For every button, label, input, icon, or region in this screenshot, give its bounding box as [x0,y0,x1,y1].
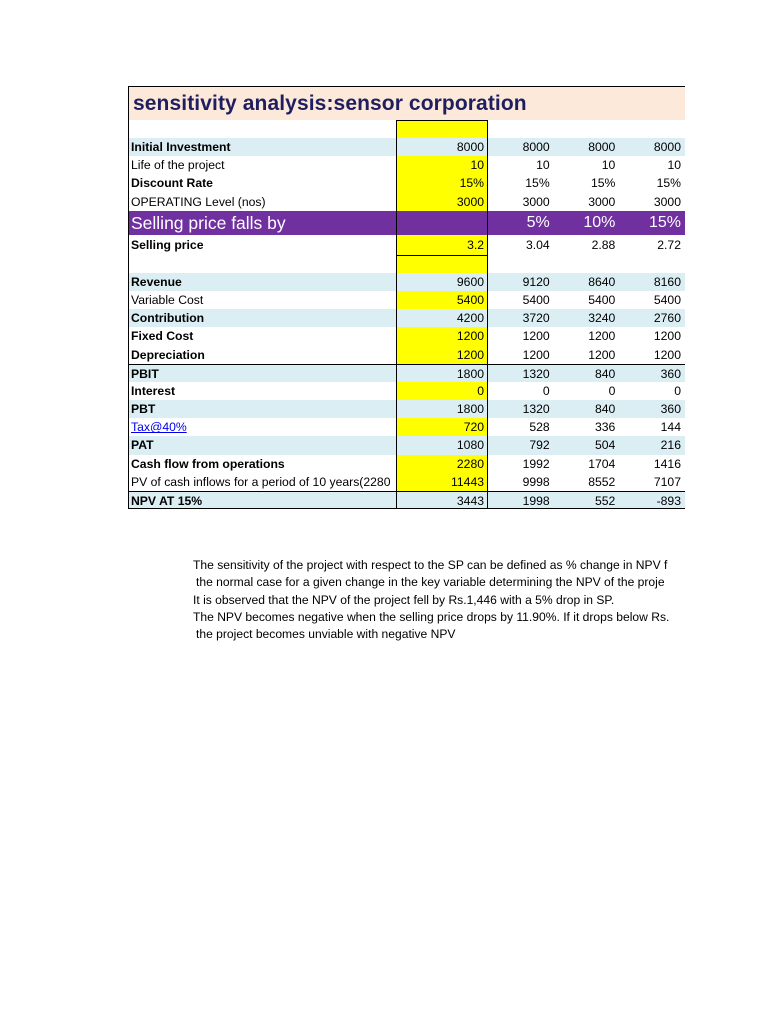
row-label[interactable]: NPV AT 15% [131,494,203,508]
base-cell[interactable]: 2280 [396,455,489,473]
scenario-cell-5[interactable]: 1200 [522,329,550,344]
scenario-cell-10[interactable]: 336 [595,420,616,435]
row-label[interactable]: Discount Rate [131,176,213,191]
scenario-cell-5[interactable]: 10 [536,158,550,173]
scenario-cell-10[interactable]: 1200 [588,329,616,344]
scenario-cell-5[interactable]: 3720 [522,311,550,326]
row-label[interactable]: PBIT [131,366,159,381]
scenario-cell-10[interactable]: 2.88 [591,237,616,252]
scenario-cell-5[interactable]: 0 [542,383,550,398]
scenario-cell-5[interactable]: 1320 [522,366,550,381]
analysis-notes [193,557,688,643]
table-row [128,309,685,327]
base-cell[interactable]: 10 [396,156,489,174]
table-row [128,235,685,255]
scenario-cell-10[interactable]: 840 [595,366,616,381]
row-label[interactable]: Selling price [131,237,204,252]
table-row [128,382,685,400]
scenario-cell-15[interactable]: 8160 [653,274,681,289]
row-label[interactable]: Initial Investment [131,140,231,154]
scenario-cell-10[interactable]: 3000 [588,194,616,209]
scenario-cell-15[interactable]: 5400 [653,292,681,307]
scenario-header-10[interactable]: 10% [583,213,616,231]
row-label[interactable]: OPERATING Level (nos) [131,194,266,209]
base-cell[interactable]: 720 [396,418,489,436]
scenario-cell-10[interactable]: 5400 [588,292,616,307]
note-line: It is observed that the NPV of the project fell by Rs.1,446 with a 5% drop in SP. [193,592,615,607]
blank-row [128,255,685,273]
base-cell[interactable]: 11443 [396,473,489,491]
scenario-header-5[interactable]: 5% [526,213,550,231]
scenario-cell-15[interactable]: 2760 [653,311,681,326]
row-label[interactable] [129,418,396,436]
note-line: the normal case for a given change in the key variable determining the NPV of the proje [196,575,665,590]
scenario-cell-10[interactable]: 10 [601,158,616,173]
scenario-cell-10[interactable]: 0 [608,383,616,398]
table-row [128,138,685,156]
scenario-header-15[interactable]: 15% [648,213,681,231]
table-row [128,174,685,192]
base-cell[interactable]: 3.2 [396,235,489,255]
row-label[interactable]: Revenue [131,274,182,289]
scenario-cell-10[interactable]: 8640 [588,274,616,289]
scenario-header-label[interactable]: Selling price falls by [131,212,286,233]
table-row [128,273,685,291]
base-cell[interactable]: 9600 [396,273,489,291]
scenario-cell-5[interactable]: 1992 [522,456,550,471]
scenario-cell-15[interactable]: 360 [660,366,681,381]
row-label[interactable]: Life of the project [131,158,225,173]
table-row [128,346,685,364]
table-row [128,418,685,436]
scenario-cell-15[interactable]: 360 [660,402,681,417]
scenario-cell-5[interactable]: 9120 [522,274,550,289]
row-label[interactable]: PBT [131,402,156,417]
table-row [128,436,685,454]
table-row [128,455,685,473]
scenario-cell-15[interactable]: 7107 [653,474,681,489]
row-label[interactable]: Depreciation [131,347,205,362]
scenario-cell-5[interactable]: 15% [525,176,550,191]
base-cell[interactable]: 3443 [396,492,489,508]
note-line: The NPV becomes negative when the selling price drops by 11.90%. If it drops below Rs. [193,609,670,624]
table-row [128,291,685,309]
row-label[interactable]: Contribution [131,311,205,326]
base-cell[interactable]: 1200 [396,327,489,345]
scenario-cell-5[interactable]: 3.04 [525,237,550,252]
scenario-cell-10[interactable]: 8552 [588,474,616,489]
table-row [128,193,685,211]
scenario-cell-5[interactable]: 1320 [522,402,550,417]
base-cell[interactable] [396,211,489,235]
scenario-cell-15[interactable]: 3000 [653,194,681,209]
row-label[interactable]: Cash flow from operations [131,456,285,471]
scenario-cell-15[interactable]: 15% [656,176,681,191]
scenario-cell-15[interactable]: 10 [667,158,681,173]
scenario-cell-15[interactable]: 1200 [653,347,681,362]
scenario-cell-10[interactable]: 1704 [588,456,616,471]
scenario-cell-15[interactable]: 144 [660,420,681,435]
table-row [128,327,685,345]
base-cell[interactable]: 4200 [396,309,489,327]
base-cell[interactable]: 8000 [396,138,489,156]
scenario-cell-5[interactable]: 8000 [522,140,550,154]
scenario-cell-15[interactable]: 2.72 [657,237,681,252]
scenario-cell-10[interactable]: 8000 [588,140,616,154]
note-line: The sensitivity of the project with respect to the SP can be defined as % change in NPV f [193,558,668,572]
table-row [128,364,685,382]
tax-link[interactable]: Tax@40% [131,420,187,435]
scenario-cell-5[interactable]: 792 [529,438,550,453]
scenario-header-row [128,211,685,235]
row-label[interactable]: Interest [131,383,176,398]
base-cell[interactable]: 1800 [396,400,489,418]
base-cell[interactable]: 1080 [396,436,489,454]
scenario-cell-15[interactable]: 216 [660,438,681,453]
scenario-cell-5[interactable]: 9998 [522,474,550,489]
base-cell[interactable]: 15% [396,174,489,192]
scenario-cell-10[interactable]: 3240 [588,311,616,326]
base-cell[interactable]: 0 [396,382,489,400]
scenario-cell-10[interactable]: 552 [595,494,616,508]
scenario-cell-5[interactable]: 3000 [522,194,550,209]
scenario-cell-10[interactable]: 504 [595,438,616,453]
table-row [128,473,685,491]
scenario-cell-15[interactable]: 0 [674,383,681,398]
blank-row [128,120,685,138]
scenario-cell-15[interactable]: 1200 [653,329,681,344]
row-label[interactable]: Variable Cost [131,292,204,307]
scenario-cell-10[interactable]: 15% [590,176,616,191]
scenario-cell-15[interactable]: -893 [656,494,681,508]
row-label[interactable]: PV of cash inflows for a period of 10 years(2280 [131,474,391,489]
spreadsheet [128,86,685,509]
table-row [128,400,685,418]
scenario-cell-5[interactable]: 1998 [522,494,550,508]
row-label[interactable]: Fixed Cost [131,329,194,344]
scenario-cell-5[interactable]: 528 [529,420,550,435]
scenario-cell-10[interactable]: 840 [595,402,616,417]
base-cell[interactable]: 1200 [396,346,489,364]
base-cell[interactable]: 1800 [396,365,489,382]
table-row [128,491,685,509]
scenario-cell-5[interactable]: 5400 [522,292,550,307]
table-row [128,156,685,174]
scenario-cell-15[interactable]: 1416 [653,456,681,471]
sheet-title: sensitivity analysis:sensor corporation [133,91,527,115]
base-cell[interactable]: 3000 [396,193,489,211]
base-cell[interactable]: 5400 [396,291,489,309]
scenario-cell-15[interactable]: 8000 [653,140,681,154]
scenario-cell-10[interactable]: 1200 [588,347,616,362]
note-line: the project becomes unviable with negative NPV [196,627,456,642]
title-cell[interactable] [128,86,685,120]
scenario-cell-5[interactable]: 1200 [522,347,550,362]
row-label[interactable]: PAT [131,438,154,453]
